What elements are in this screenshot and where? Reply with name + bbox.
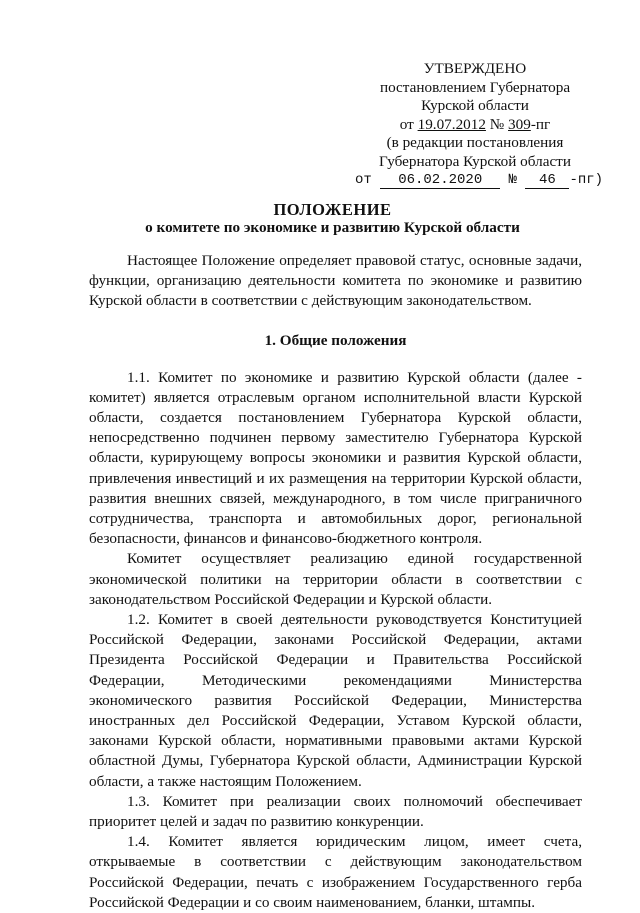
- approval-from: от: [355, 172, 372, 188]
- document-title: ПОЛОЖЕНИЕ: [273, 200, 392, 219]
- approval-line: постановлением Губернатора: [379, 78, 571, 96]
- approval-number-sign: №: [489, 115, 505, 133]
- paragraph-1-2: 1.2. Комитет в своей деятельности руководствуется Конституцией Российской Федерации, законами Российской Федерации, актами Президента Российской Федерации и Правительства Российской Федерации, Методическими рекомендациями Министерства экономического развития Российской Федерации, Министерства иностранных дел Российской Федерации, Уставом Курской области, законами Курской области, нормативными правовыми актами Курской областной Думы, Губернатора Курской области, Администрации Курской области, а также настоящим Положением.: [89, 611, 582, 790]
- approval-line: Курской области: [421, 97, 529, 114]
- approval-decree-suffix: -пг: [530, 115, 551, 133]
- paragraph-1-4: 1.4. Комитет является юридическим лицом, имеет счета, открываемые в соответствии с действующим законодательством Российской Федерации, печать с изображением Государственного герба Российской Федерации и со своим наименованием, бланки, штампы.: [89, 833, 582, 911]
- approval-line: (в редакции постановления: [386, 134, 564, 151]
- approval-number-sign: №: [508, 172, 518, 188]
- approval-decree-line: [355, 116, 595, 135]
- section-heading: 1. Общие положения: [264, 331, 407, 349]
- revision-date: 06.02.2020: [380, 173, 500, 189]
- document-body: [89, 251, 582, 913]
- approval-line: Губернатора Курской области: [379, 152, 571, 170]
- revision-number: 46: [525, 173, 569, 189]
- paragraph-1-3: 1.3. Комитет при реализации своих полномочий обеспечивает приоритет целей и задач по развитию конкуренции.: [89, 792, 582, 831]
- paragraph-1-1: 1.1. Комитет по экономике и развитию Курской области (далее - комитет) является отраслевым органом исполнительной власти Курской области, создается постановлением Губернатора Курской области, непосредственно подчинен первому заместителю Губернатора Курской области, курирующему вопросы экономики и развития Курской области, привлечения инвестиций и их размещения на территории Курской области, развития внешних связей, международного, в том числе приграничного сотрудничества, транспорта и автомобильных дорог, региональной безопасности, финансов и финансово-бюджетного контроля.: [89, 368, 582, 548]
- document-subtitle: о комитете по экономике и развитию Курской области: [145, 219, 520, 236]
- approval-heading: УТВЕРЖДЕНО: [423, 60, 527, 77]
- revision-suffix: -пг): [569, 172, 604, 188]
- approval-stamp: [355, 60, 604, 190]
- approval-decree-date: 19.07.2012: [417, 115, 486, 133]
- intro-paragraph: Настоящее Положение определяет правовой статус, основные задачи, функции, организацию деятельности комитета по экономике и развитию Курской области в соответствии с действующим законодательством.: [89, 252, 582, 310]
- approval-revision-line: [355, 171, 604, 190]
- approval-decree-number: 309: [508, 115, 531, 133]
- approval-from: от: [399, 115, 414, 133]
- paragraph-1-1-cont: Комитет осуществляет реализацию единой государственной экономической политики на территории области в соответствии с законодательством Российской Федерации и Курской области.: [89, 550, 582, 608]
